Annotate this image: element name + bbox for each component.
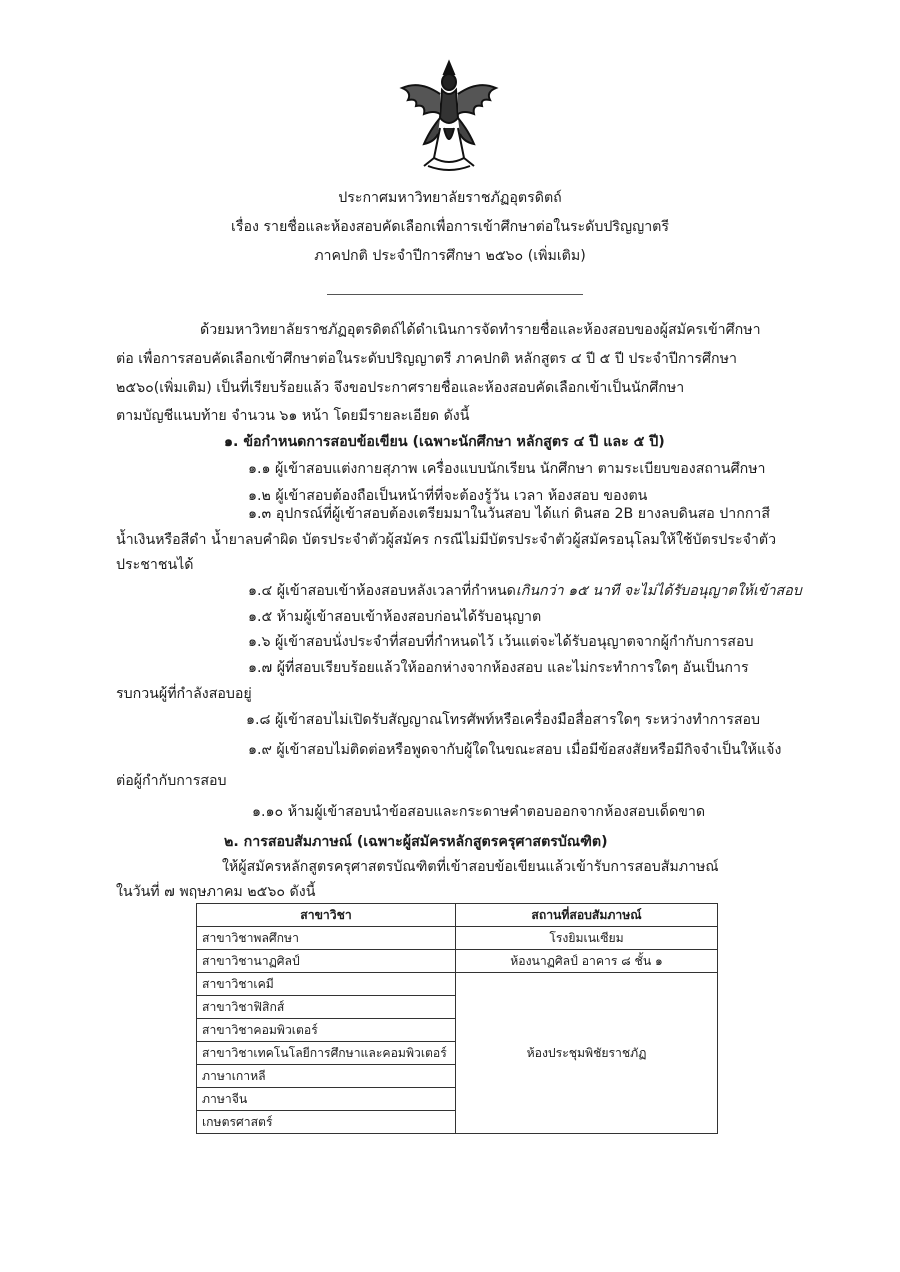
major-cell: สาขาวิชาเคมี <box>197 973 456 996</box>
rule-item-cont: ต่อผู้กำกับการสอบ <box>116 773 227 789</box>
rule-item: ๑.๑ ผู้เข้าสอบแต่งกายสุภาพ เครื่องแบบนักเรียน นักศึกษา ตามระเบียบของสถานศึกษา <box>248 461 766 477</box>
major-cell: สาขาวิชาคอมพิวเตอร์ <box>197 1019 456 1042</box>
section-1-heading: ๑. ข้อกำหนดการสอบข้อเขียน (เฉพาะนักศึกษา หลักสูตร ๔ ปี และ ๕ ปี) <box>224 434 665 450</box>
table-row <box>197 927 718 950</box>
rule-item <box>248 581 802 601</box>
column-header: สาขาวิชา <box>197 904 456 927</box>
rule-item-cont: น้ำเงินหรือสีดำ น้ำยาลบคำผิด บัตรประจำตัวผู้สมัคร กรณีไม่มีบัตรประจำตัวผู้สมัครอนุโลมให้ใช้บัตรประจำตัว <box>116 532 777 548</box>
major-cell: สาขาวิชาเทคโนโลยีการศึกษาและคอมพิวเตอร์ <box>197 1042 456 1065</box>
interview-venue-table <box>196 903 718 1134</box>
title-divider <box>327 294 583 295</box>
rule-item-cont: รบกวนผู้ที่กำลังสอบอยู่ <box>116 686 252 702</box>
rule-item-cont: ประชาชนได้ <box>116 557 194 573</box>
table-row <box>197 973 718 996</box>
rule-item: ๑.๗ ผู้ที่สอบเรียบร้อยแล้วให้ออกห่างจากห้องสอบ และไม่กระทำการใดๆ อันเป็นการ <box>248 660 749 676</box>
rule-item: ๑.๖ ผู้เข้าสอบนั่งประจำที่สอบที่กำหนดไว้ เว้นแต่จะได้รับอนุญาตจากผู้กำกับการสอบ <box>248 634 754 650</box>
intro-line: ต่อ เพื่อการสอบคัดเลือกเข้าศึกษาต่อในระดับปริญญาตรี ภาคปกติ หลักสูตร ๔ ปี ๕ ปี ประจำปีการศึกษา <box>116 351 737 367</box>
column-header: สถานที่สอบสัมภาษณ์ <box>456 904 718 927</box>
rule-item: ๑.๕ ห้ามผู้เข้าสอบเข้าห้องสอบก่อนได้รับอนุญาต <box>248 609 542 625</box>
merged-venue-cell: ห้องประชุมพิชัยราชภัฏ <box>456 973 718 1134</box>
major-cell: ภาษาจีน <box>197 1088 456 1111</box>
rule-item: ๑.๘ ผู้เข้าสอบไม่เปิดรับสัญญาณโทรศัพท์หรือเครื่องมือสื่อสารใดๆ ระหว่างทำการสอบ <box>246 712 761 728</box>
intro-line: ด้วยมหาวิทยาลัยราชภัฏอุตรดิตถ์ได้ดำเนินการจัดทำรายชื่อและห้องสอบของผู้สมัครเข้าศึกษา <box>200 322 761 338</box>
intro-line: ๒๕๖๐(เพิ่มเติม) เป็นที่เรียบร้อยแล้ว จึงขอประกาศรายชื่อและห้องสอบคัดเลือกเข้าเป็นนักศึกษา <box>116 380 685 396</box>
venue-cell: ห้องนาฏศิลป์ อาคาร ๘ ชั้น ๑ <box>456 950 718 973</box>
major-cell: สาขาวิชาพลศึกษา <box>197 927 456 950</box>
intro-line: ตามบัญชีแนบท้าย จำนวน ๖๑ หน้า โดยมีรายละเอียด ดังนี้ <box>116 408 470 424</box>
garuda-emblem <box>394 58 504 178</box>
section-2-para: ในวันที่ ๗ พฤษภาคม ๒๕๖๐ ดังนี้ <box>116 884 316 900</box>
major-cell: สาขาวิชาฟิสิกส์ <box>197 996 456 1019</box>
major-cell: เกษตรศาสตร์ <box>197 1111 456 1134</box>
subject-line: เรื่อง รายชื่อและห้องสอบคัดเลือกเพื่อการเข้าศึกษาต่อในระดับปริญญาตรี <box>230 219 670 235</box>
org-line: ประกาศมหาวิทยาลัยราชภัฏอุตรดิตถ์ <box>338 190 562 206</box>
rule-item: ๑.๙ ผู้เข้าสอบไม่ติดต่อหรือพูดจากับผู้ใดในขณะสอบ เมื่อมีข้อสงสัยหรือมีกิจจำเป็นให้แจ้ง <box>248 742 782 758</box>
section-2-para: ให้ผู้สมัครหลักสูตรครุศาสตรบัณฑิตที่เข้าสอบข้อเขียนแล้วเข้ารับการสอบสัมภาษณ์ <box>222 859 719 875</box>
rule-item: ๑.๒ ผู้เข้าสอบต้องถือเป็นหน้าที่ที่จะต้องรู้วัน เวลา ห้องสอบ ของตน <box>248 488 648 504</box>
section-2-heading: ๒. การสอบสัมภาษณ์ (เฉพาะผู้สมัครหลักสูตรครุศาสตรบัณฑิต) <box>224 834 608 850</box>
rule-item: ๑.๓ อุปกรณ์ที่ผู้เข้าสอบต้องเตรียมมาในวันสอบ ได้แก่ ดินสอ 2B ยางลบดินสอ ปากกาสี <box>248 506 771 522</box>
table-header-row <box>197 904 718 927</box>
rule-item-text: ๑.๔ ผู้เข้าสอบเข้าห้องสอบหลังเวลาที่กำหนด <box>248 583 516 599</box>
venue-cell: โรงยิมเนเซียม <box>456 927 718 950</box>
late-warning: เกินกว่า ๑๕ นาที จะไม่ได้รับอนุญาตให้เข้าสอบ <box>515 583 802 599</box>
term-line: ภาคปกติ ประจำปีการศึกษา ๒๕๖๐ (เพิ่มเติม) <box>314 248 586 264</box>
major-cell: ภาษาเกาหลี <box>197 1065 456 1088</box>
table-row <box>197 950 718 973</box>
rule-item: ๑.๑๐ ห้ามผู้เข้าสอบนำข้อสอบและกระดาษคำตอบออกจากห้องสอบเด็ดขาด <box>252 804 706 820</box>
major-cell: สาขาวิชานาฏศิลป์ <box>197 950 456 973</box>
